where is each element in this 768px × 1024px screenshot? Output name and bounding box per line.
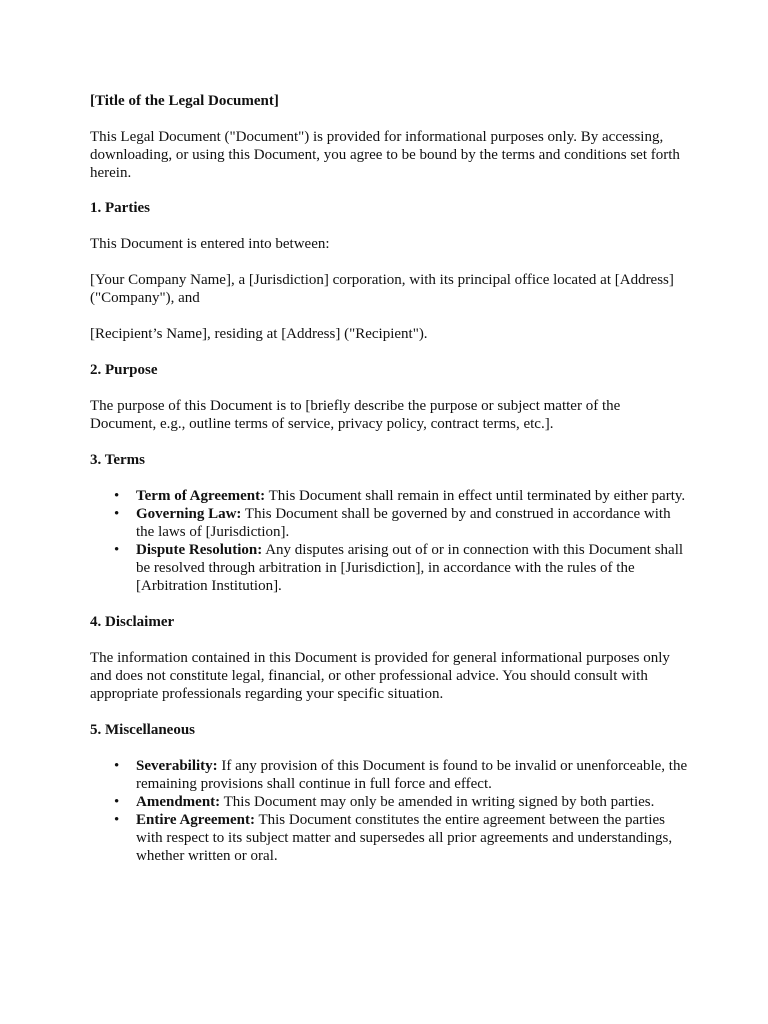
list-item: [90, 811, 690, 865]
disclaimer-paragraph: The information contained in this Document is provided for general informational purposes only and does not constitute legal, financial, or other professional advice. You should consult with appropriate professionals regarding your specific situation.: [90, 650, 670, 702]
document-page: [90, 92, 690, 883]
list-item-text: This Document shall be governed by and construed in accordance with the laws of [Jurisdiction].: [136, 506, 671, 540]
parties-company: [Your Company Name], a [Jurisdiction] corporation, with its principal office located at [Address] ("Company"), and: [90, 272, 674, 306]
purpose-paragraph: The purpose of this Document is to [briefly describe the purpose or subject matter of the Document, e.g., outline terms of service, privacy policy, contract terms, etc.].: [90, 398, 621, 432]
list-item: [90, 757, 690, 793]
bullet-icon: •: [114, 794, 120, 810]
bullet-icon: •: [114, 488, 120, 504]
list-item-text: This Document shall remain in effect until terminated by either party.: [265, 488, 686, 504]
list-item-term: Entire Agreement:: [136, 812, 255, 828]
bullet-icon: •: [114, 542, 120, 558]
parties-lead: This Document is entered into between:: [90, 236, 330, 252]
section-heading-purpose: 2. Purpose: [90, 362, 158, 378]
section-heading-parties: 1. Parties: [90, 200, 150, 216]
miscellaneous-list: [90, 757, 690, 865]
list-item: [90, 793, 690, 811]
bullet-icon: •: [114, 506, 120, 522]
list-item-text: Any disputes arising out of or in connection with this Document shall be resolved through arbitration in [Jurisdiction], in accordance with the rules of the [Arbitration Institution].: [136, 542, 684, 594]
list-item: [90, 505, 690, 541]
list-item-term: Amendment:: [136, 794, 221, 810]
parties-recipient: [Recipient’s Name], residing at [Address] ("Recipient").: [90, 326, 428, 342]
section-heading-miscellaneous: 5. Miscellaneous: [90, 722, 195, 738]
list-item-term: Term of Agreement:: [136, 488, 266, 504]
bullet-icon: •: [114, 758, 120, 774]
list-item-term: Dispute Resolution:: [136, 542, 263, 558]
intro-paragraph: This Legal Document ("Document") is provided for informational purposes only. By accessing, downloading, or using this Document, you agree to be bound by the terms and conditions set forth herein.: [90, 129, 680, 181]
terms-list: [90, 487, 690, 595]
section-heading-disclaimer: 4. Disclaimer: [90, 614, 175, 630]
list-item-term: Governing Law:: [136, 506, 242, 522]
list-item-text: This Document may only be amended in writing signed by both parties.: [220, 794, 655, 810]
list-item-text: If any provision of this Document is found to be invalid or unenforceable, the remaining provisions shall continue in full force and effect.: [136, 758, 688, 792]
document-title: [Title of the Legal Document]: [90, 93, 279, 109]
bullet-icon: •: [114, 812, 120, 828]
list-item: [90, 541, 690, 595]
list-item-text: This Document constitutes the entire agreement between the parties with respect to its subject matter and supersedes all prior agreements and understandings, whether written or oral.: [136, 812, 673, 864]
list-item-term: Severability:: [136, 758, 218, 774]
section-heading-terms: 3. Terms: [90, 452, 146, 468]
list-item: [90, 487, 690, 505]
